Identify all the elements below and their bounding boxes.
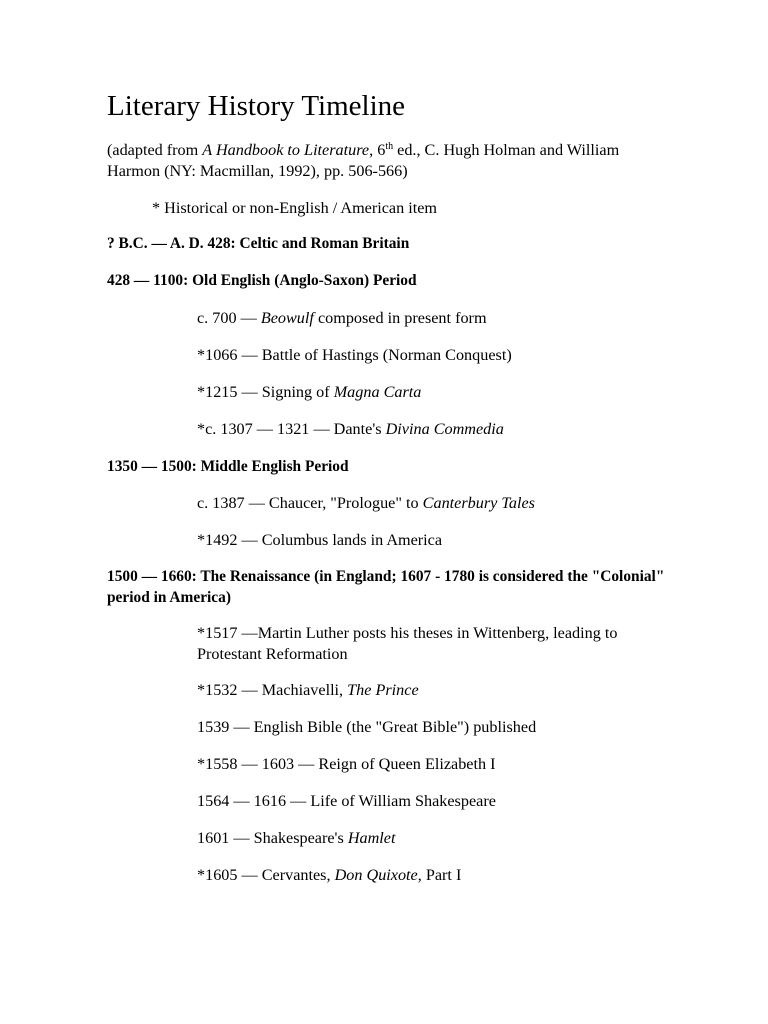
item-work-title: Don Quixote	[334, 866, 418, 884]
item-text: c. 1387 — Chaucer, "Prologue" to	[197, 494, 423, 512]
item-text: , Part I	[417, 866, 462, 884]
period-heading-middle-english: 1350 — 1500: Middle English Period	[107, 458, 349, 475]
item-work-title: Magna Carta	[333, 383, 422, 401]
timeline-item-luther: *1517 —Martin Luther posts his theses in Wittenberg, leading to Protestant Reformation	[197, 624, 618, 663]
timeline-item-hastings: *1066 — Battle of Hastings (Norman Conquest)	[197, 346, 512, 364]
item-work-title: Divina Commedia	[385, 420, 504, 438]
timeline-item-shakespeare-life: 1564 — 1616 — Life of William Shakespeare	[197, 792, 496, 810]
item-text: c. 700 —	[197, 309, 261, 327]
source-suffix: ed., C. Hugh Holman and William Harmon (NY: Macmillan, 1992), pp. 506-566)	[107, 141, 620, 180]
source-edition-suffix: th	[385, 141, 394, 152]
timeline-item-cervantes	[197, 865, 667, 886]
item-work-title: Beowulf	[260, 309, 314, 327]
source-citation	[107, 140, 667, 181]
timeline-item-columbus: *1492 — Columbus lands in America	[197, 531, 443, 549]
page-title: Literary History Timeline	[107, 90, 406, 122]
timeline-item-beowulf	[197, 308, 667, 329]
item-text: *c. 1307 — 1321 — Dante's	[197, 420, 386, 438]
period-heading-renaissance: 1500 — 1660: The Renaissance (in England; 1607 - 1780 is considered the "Colonial" period in America)	[107, 568, 665, 606]
item-text: *1215 — Signing of	[197, 383, 334, 401]
item-text: 1601 — Shakespeare's	[197, 829, 348, 847]
timeline-item-elizabeth: *1558 — 1603 — Reign of Queen Elizabeth I	[197, 755, 496, 773]
period-heading-old-english: 428 — 1100: Old English (Anglo-Saxon) Period	[107, 272, 417, 289]
source-book-title: A Handbook to Literature	[202, 141, 370, 159]
source-edition: , 6	[369, 141, 386, 159]
timeline-item-chaucer	[197, 493, 667, 514]
timeline-item-dante	[197, 419, 667, 440]
item-text: *1605 — Cervantes,	[197, 866, 335, 884]
item-work-title: Hamlet	[347, 829, 396, 847]
period-heading-celtic: ? B.C. — A. D. 428: Celtic and Roman Britain	[107, 235, 410, 252]
timeline-item-machiavelli	[197, 680, 667, 701]
item-work-title: The Prince	[347, 681, 419, 699]
timeline-item-hamlet	[197, 828, 667, 849]
timeline-item-magna-carta	[197, 382, 667, 403]
item-work-title: Canterbury Tales	[422, 494, 535, 512]
legend-note: * Historical or non-English / American item	[152, 199, 438, 217]
item-text: composed in present form	[313, 309, 487, 327]
item-text: *1532 — Machiavelli,	[197, 681, 348, 699]
source-prefix: (adapted from	[107, 141, 203, 159]
timeline-item-great-bible: 1539 — English Bible (the "Great Bible") published	[197, 718, 537, 736]
